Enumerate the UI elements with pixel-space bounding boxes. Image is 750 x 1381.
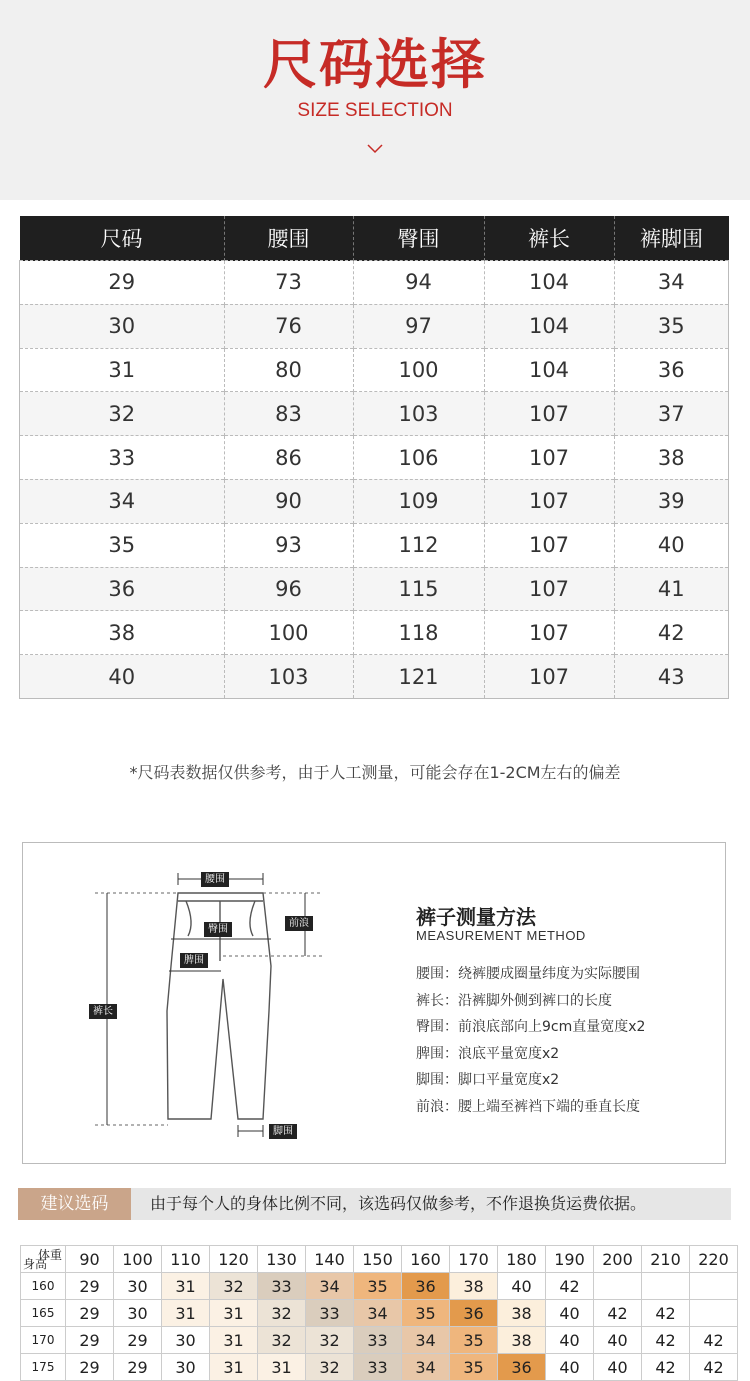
table-row [20,523,729,567]
recommend-cell: 40 [594,1327,642,1354]
table-cell: 31 [20,348,225,392]
recommend-cell: 29 [114,1327,162,1354]
header-hip: 臀围 [353,216,484,261]
table-cell: 100 [224,611,353,655]
recommend-cell [690,1273,738,1300]
table-cell: 90 [224,479,353,523]
height-cell: 165 [21,1300,66,1327]
recommend-cell: 33 [354,1327,402,1354]
weight-header: 130 [258,1246,306,1273]
table-cell: 96 [224,567,353,611]
table-cell: 41 [614,567,729,611]
recommend-cell: 32 [306,1354,354,1381]
tag-length: 裤长 [89,1004,117,1019]
recommend-cell: 31 [162,1273,210,1300]
recommend-cell: 34 [402,1354,450,1381]
table-cell: 35 [614,304,729,348]
measure-item-thigh: 脾围：浪底平量宽度x2 [416,1045,560,1062]
recommend-cell: 42 [690,1354,738,1381]
table-row [20,348,729,392]
measure-item-front-rise: 前浪：腰上端至裤裆下端的垂直长度 [416,1098,640,1115]
table-row [20,655,729,699]
measurement-panel [22,842,726,1164]
recommend-cell: 42 [642,1327,690,1354]
recommend-cell: 35 [450,1327,498,1354]
table-cell: 42 [614,611,729,655]
recommend-cell: 31 [210,1354,258,1381]
tag-front-rise: 前浪 [285,916,313,931]
weight-header: 90 [66,1246,114,1273]
table-cell: 34 [614,261,729,305]
header [0,0,750,200]
measure-list [416,961,645,1120]
size-table-body [20,261,729,699]
table-cell: 107 [484,392,614,436]
recommend-cell: 29 [66,1327,114,1354]
table-cell: 97 [353,304,484,348]
measure-item-hem: 脚围：脚口平量宽度x2 [416,1072,560,1088]
measure-item-waist: 腰围：绕裤腰成圈量纬度为实际腰围 [416,966,640,982]
tag-waist: 腰围 [201,872,229,887]
table-cell: 118 [353,611,484,655]
weight-header: 190 [546,1246,594,1273]
table-row [20,304,729,348]
height-cell: 160 [21,1273,66,1300]
table-row [20,611,729,655]
table-cell: 86 [224,436,353,480]
table-cell: 76 [224,304,353,348]
weight-header: 200 [594,1246,642,1273]
recommend-cell: 40 [546,1327,594,1354]
table-cell: 103 [353,392,484,436]
recommend-cell: 40 [546,1354,594,1381]
page-title: 尺码选择 [263,33,487,96]
table-cell: 33 [20,436,225,480]
table-cell: 103 [224,655,353,699]
recommend-cell: 38 [498,1300,546,1327]
recommend-cell: 30 [114,1273,162,1300]
table-cell: 40 [20,655,225,699]
recommend-cell: 32 [210,1273,258,1300]
table-cell: 104 [484,304,614,348]
recommend-cell [642,1273,690,1300]
table-row [20,436,729,480]
table-cell: 107 [484,523,614,567]
weight-header: 140 [306,1246,354,1273]
chevron-down-icon [366,140,384,158]
tag-thigh: 脾围 [180,953,208,968]
table-cell: 37 [614,392,729,436]
table-cell: 30 [20,304,225,348]
measure-subtitle: MEASUREMENT METHOD [416,928,586,943]
recommend-cell: 35 [354,1273,402,1300]
weight-header: 150 [354,1246,402,1273]
table-row [20,261,729,305]
recommend-cell: 42 [594,1300,642,1327]
table-cell: 112 [353,523,484,567]
table-cell: 115 [353,567,484,611]
tag-hem: 脚围 [269,1124,297,1139]
weight-header: 160 [402,1246,450,1273]
recommend-table [20,1245,738,1381]
table-cell: 100 [353,348,484,392]
weight-header: 180 [498,1246,546,1273]
recommend-row [21,1327,738,1354]
table-row [20,567,729,611]
recommend-row [21,1273,738,1300]
recommend-cell: 40 [498,1273,546,1300]
recommend-cell: 30 [162,1327,210,1354]
recommend-cell: 36 [498,1354,546,1381]
recommend-cell: 38 [498,1327,546,1354]
header-hem: 裤脚围 [614,216,729,261]
table-cell: 43 [614,655,729,699]
corner-cell [21,1246,66,1273]
table-cell: 39 [614,479,729,523]
header-size: 尺码 [20,216,225,261]
table-cell: 107 [484,479,614,523]
height-cell: 170 [21,1327,66,1354]
table-cell: 32 [20,392,225,436]
table-cell: 121 [353,655,484,699]
table-cell: 38 [614,436,729,480]
table-cell: 80 [224,348,353,392]
recommend-cell: 31 [210,1300,258,1327]
table-cell: 36 [614,348,729,392]
recommend-cell: 31 [162,1300,210,1327]
pants-diagram [83,861,383,1161]
recommend-cell: 35 [450,1354,498,1381]
table-cell: 38 [20,611,225,655]
recommend-cell: 42 [690,1327,738,1354]
recommend-cell: 36 [450,1300,498,1327]
recommend-disclaimer: 由于每个人的身体比例不同，该选码仅做参考，不作退换货运费依据。 [150,1194,647,1213]
recommend-cell: 32 [258,1300,306,1327]
table-cell: 83 [224,392,353,436]
recommend-cell [594,1273,642,1300]
table-row [20,392,729,436]
recommend-cell: 32 [306,1327,354,1354]
size-table [19,216,729,699]
recommend-cell: 30 [162,1354,210,1381]
table-cell: 107 [484,655,614,699]
table-cell: 107 [484,436,614,480]
table-cell: 40 [614,523,729,567]
recommend-cell: 30 [114,1300,162,1327]
recommend-header-row [21,1246,738,1273]
recommend-cell: 42 [642,1354,690,1381]
measure-item-length: 裤长：沿裤脚外侧到裤口的长度 [416,992,612,1009]
table-cell: 34 [20,479,225,523]
table-row [20,479,729,523]
table-cell: 93 [224,523,353,567]
recommend-cell: 29 [66,1273,114,1300]
recommend-row [21,1354,738,1381]
recommend-cell: 34 [306,1273,354,1300]
corner-weight: 体重 [37,1248,62,1262]
measure-item-hip: 臀围：前浪底部向上9cm直量宽度x2 [416,1019,646,1035]
recommend-cell: 32 [258,1327,306,1354]
recommend-cell: 33 [306,1300,354,1327]
weight-header: 220 [690,1246,738,1273]
size-table-header [20,216,729,261]
recommend-cell: 29 [66,1354,114,1381]
recommend-cell: 29 [66,1300,114,1327]
page-subtitle: SIZE SELECTION [297,100,453,121]
recommend-cell: 40 [546,1300,594,1327]
recommend-cell: 36 [402,1273,450,1300]
measure-title: 裤子测量方法 [416,905,536,929]
weight-header: 100 [114,1246,162,1273]
recommend-label: 建议选码 [18,1188,131,1220]
recommend-cell: 40 [594,1354,642,1381]
table-cell: 104 [484,261,614,305]
recommend-cell: 42 [546,1273,594,1300]
recommend-row [21,1300,738,1327]
corner-height: 身高 [23,1257,48,1271]
table-cell: 104 [484,348,614,392]
weight-header: 110 [162,1246,210,1273]
table-cell: 73 [224,261,353,305]
table-cell: 35 [20,523,225,567]
table-cell: 107 [484,567,614,611]
recommend-banner [18,1188,731,1220]
recommend-cell: 34 [402,1327,450,1354]
recommend-cell: 38 [450,1273,498,1300]
recommend-cell: 31 [210,1327,258,1354]
table-cell: 36 [20,567,225,611]
recommend-cell: 33 [258,1273,306,1300]
weight-header: 210 [642,1246,690,1273]
recommend-cell: 33 [354,1354,402,1381]
recommend-cell: 31 [258,1354,306,1381]
table-cell: 106 [353,436,484,480]
table-cell: 107 [484,611,614,655]
recommend-cell: 34 [354,1300,402,1327]
recommend-cell: 42 [642,1300,690,1327]
recommend-cell [690,1300,738,1327]
weight-header: 170 [450,1246,498,1273]
tag-hip: 臀围 [204,922,232,937]
height-cell: 175 [21,1354,66,1381]
recommend-cell: 29 [114,1354,162,1381]
weight-header: 120 [210,1246,258,1273]
header-length: 裤长 [484,216,614,261]
recommend-table-body [21,1273,738,1381]
table-cell: 109 [353,479,484,523]
table-cell: 94 [353,261,484,305]
size-note: *尺码表数据仅供参考，由于人工测量，可能会存在1-2CM左右的偏差 [129,763,621,782]
table-cell: 29 [20,261,225,305]
recommend-cell: 35 [402,1300,450,1327]
header-waist: 腰围 [224,216,353,261]
